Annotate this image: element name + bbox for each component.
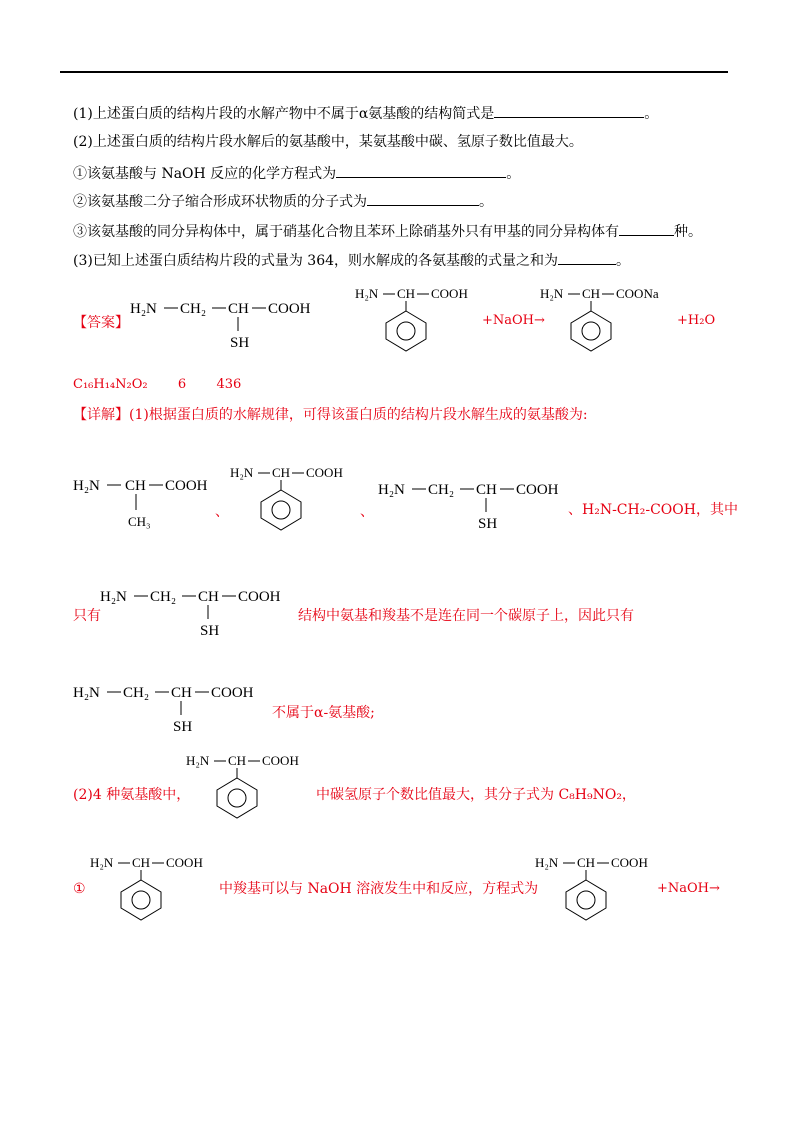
phenylglycine-structure xyxy=(355,283,485,353)
detail-part2-a: (2)4 种氨基酸中， xyxy=(73,787,191,803)
svg-text:CH: CH xyxy=(272,465,291,480)
svg-text:CH₂: CH₂ xyxy=(428,482,455,498)
detail-intro-text: (1)根据蛋白质的水解规律，可得该蛋白质的结构片段水解生成的氨基酸为: xyxy=(129,407,588,423)
answer-blank xyxy=(336,163,506,178)
svg-text:CH₃: CH₃ xyxy=(128,514,151,529)
svg-text:CH: CH xyxy=(228,301,249,317)
svg-text:CH: CH xyxy=(198,589,219,605)
question-1 xyxy=(73,103,658,123)
plus-naoh: +NaOH→ xyxy=(482,313,545,328)
svg-text:H₂N: H₂N xyxy=(73,685,100,701)
question-2a-text: ①该氨基酸与 NaOH 反应的化学方程式为 xyxy=(73,166,337,182)
svg-text:COOH: COOH xyxy=(431,286,468,301)
sodium-salt-structure xyxy=(540,283,680,353)
answer-formula: C₁₆H₁₄N₂O₂ xyxy=(73,377,148,392)
question-2c xyxy=(73,221,702,241)
svg-text:H₂N: H₂N xyxy=(355,286,379,301)
svg-text:COOH: COOH xyxy=(211,685,254,701)
separator: 、 xyxy=(215,504,229,520)
question-1-text: (1)上述蛋白质的结构片段的水解产物中不属于α氨基酸的结构简式是 xyxy=(73,106,495,122)
svg-text:CH: CH xyxy=(476,482,497,498)
answer-label: 【答案】 xyxy=(73,315,129,331)
svg-text:H₂N: H₂N xyxy=(186,753,210,768)
svg-text:H₂N: H₂N xyxy=(535,855,559,870)
svg-text:CH: CH xyxy=(577,855,596,870)
svg-text:H₂N: H₂N xyxy=(378,482,405,498)
alanine-structure xyxy=(73,472,223,532)
svg-text:COONa: COONa xyxy=(616,286,659,301)
svg-text:COOH: COOH xyxy=(166,855,203,870)
svg-text:H₂N: H₂N xyxy=(90,855,114,870)
question-3-text: (3)已知上述蛋白质结构片段的式量为 364，则水解成的各氨基酸的式量之和为 xyxy=(73,253,559,269)
svg-text:CH₂: CH₂ xyxy=(180,301,207,317)
detail-reason: 结构中氨基和羧基不是连在同一个碳原子上，因此只有 xyxy=(298,608,634,624)
glycine-text: 、H₂N-CH₂-COOH，其中 xyxy=(568,502,738,518)
answer-blank xyxy=(558,250,616,265)
detail-part2-b: 中碳氢原子个数比值最大，其分子式为 C₈H₉NO₂， xyxy=(316,787,636,803)
svg-text:CH: CH xyxy=(125,478,146,494)
detail-not-alpha: 不属于α-氨基酸; xyxy=(272,705,375,721)
phenylglycine-structure xyxy=(90,852,220,922)
aminoacid-structure-sh xyxy=(100,583,300,643)
detail-only: 只有 xyxy=(73,608,101,624)
svg-text:SH: SH xyxy=(478,516,498,532)
detail-circle-1: ① xyxy=(73,881,86,897)
svg-text:CH: CH xyxy=(228,753,247,768)
phenylglycine-structure xyxy=(230,462,360,532)
svg-text:H₂N: H₂N xyxy=(73,478,100,494)
question-2c-text: ③该氨基酸的同分异构体中，属于硝基化合物且苯环上除硝基外只有甲基的同分异构体有 xyxy=(73,224,619,240)
detail-neutral: 中羧基可以与 NaOH 溶液发生中和反应，方程式为 xyxy=(219,881,539,897)
answer-mass: 436 xyxy=(216,377,242,392)
svg-text:SH: SH xyxy=(173,719,193,735)
header-rule xyxy=(60,71,728,73)
answer-blank xyxy=(494,103,644,118)
aminoacid-structure-sh xyxy=(378,476,578,536)
svg-text:CH: CH xyxy=(582,286,601,301)
svg-text:H₂N: H₂N xyxy=(540,286,564,301)
svg-text:COOH: COOH xyxy=(516,482,559,498)
question-3 xyxy=(73,250,630,270)
svg-text:COOH: COOH xyxy=(262,753,299,768)
svg-text:H₂N: H₂N xyxy=(130,301,157,317)
svg-text:COOH: COOH xyxy=(611,855,648,870)
question-2c-end: 种。 xyxy=(674,224,702,240)
answer-values xyxy=(73,376,241,394)
aminoacid-structure-sh xyxy=(130,295,330,355)
question-2a xyxy=(73,163,520,183)
svg-text:COOH: COOH xyxy=(306,465,343,480)
svg-text:COOH: COOH xyxy=(165,478,208,494)
question-3-end: 。 xyxy=(616,253,631,269)
separator: 、 xyxy=(360,504,374,520)
question-2a-end: 。 xyxy=(506,166,521,182)
answer-blank xyxy=(367,191,479,206)
phenylglycine-structure xyxy=(186,750,316,820)
svg-text:CH: CH xyxy=(171,685,192,701)
svg-text:SH: SH xyxy=(200,623,220,639)
plus-naoh: +NaOH→ xyxy=(657,881,720,896)
svg-text:H₂N: H₂N xyxy=(100,589,127,605)
phenylglycine-structure xyxy=(535,852,665,922)
question-2b xyxy=(73,191,493,211)
svg-text:CH₂: CH₂ xyxy=(123,685,150,701)
question-2b-end: 。 xyxy=(479,194,493,210)
svg-text:H₂N: H₂N xyxy=(230,465,254,480)
svg-text:COOH: COOH xyxy=(268,301,311,317)
answer-blank xyxy=(619,221,674,236)
aminoacid-structure-sh xyxy=(73,679,273,739)
detail-intro xyxy=(73,406,588,424)
svg-text:SH: SH xyxy=(230,335,250,351)
svg-text:CH₂: CH₂ xyxy=(150,589,177,605)
question-2: (2)上述蛋白质的结构片段水解后的氨基酸中，某氨基酸中碳、氢原子数比值最大。 xyxy=(73,134,583,150)
question-1-end: 。 xyxy=(644,106,659,122)
svg-text:CH: CH xyxy=(132,855,151,870)
svg-text:COOH: COOH xyxy=(238,589,281,605)
svg-text:CH: CH xyxy=(397,286,416,301)
question-2b-text: ②该氨基酸二分子缩合形成环状物质的分子式为 xyxy=(73,194,367,210)
detail-label: 【详解】 xyxy=(73,407,129,423)
answer-count: 6 xyxy=(177,377,187,392)
plus-water: +H₂O xyxy=(677,313,716,328)
